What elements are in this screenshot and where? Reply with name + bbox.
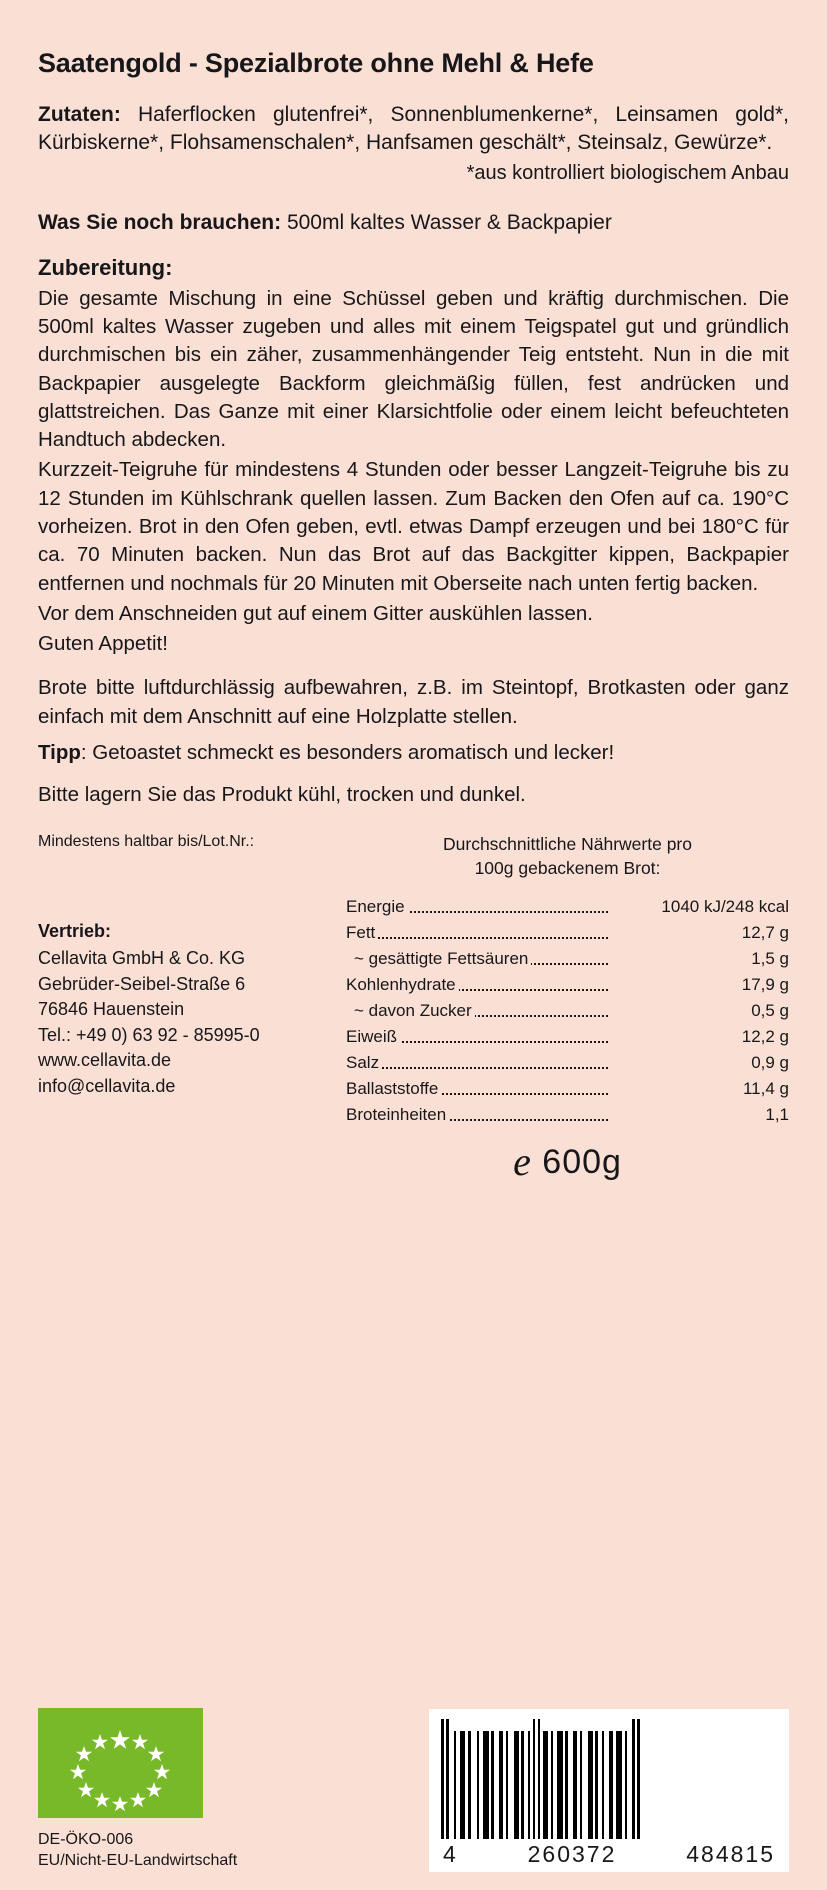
table-row — [346, 946, 789, 972]
preparation-paragraph-4: Guten Appetit! — [38, 632, 168, 656]
nutrition-value: 1040 kJ/248 kcal — [608, 894, 789, 920]
distributor-website: www.cellavita.de — [38, 1050, 172, 1071]
table-row — [346, 972, 789, 998]
tip-line — [38, 741, 789, 765]
distributor-company: Cellavita GmbH & Co. KG — [38, 947, 246, 968]
nutrition-name: Salz — [346, 1053, 382, 1072]
table-row — [346, 998, 789, 1024]
ingredients-label: Zutaten: — [38, 103, 121, 127]
organic-origin: EU/Nicht-EU-Landwirtschaft — [38, 1852, 238, 1870]
lower-section — [38, 833, 789, 1185]
nutrition-name: Fett — [346, 923, 378, 942]
table-row — [346, 920, 789, 946]
nutrition-name: ~ gesättigte Fettsäuren — [346, 949, 531, 968]
nutrition-value: 12,2 g — [608, 1024, 789, 1050]
distributor-street: Gebrüder-Seibel-Straße 6 — [38, 973, 246, 994]
preparation-paragraph-5: Brote bitte luftdurchlässig aufbewahren, z.B. im Steintopf, Brotkasten oder ganz einfach mit dem Anschnitt auf eine Holzplatte stellen. — [38, 676, 789, 728]
distributor-heading: Vertrieb: — [38, 920, 112, 941]
nutrition-name-cell — [346, 1102, 608, 1128]
ingredients-text: Haferflocken glutenfrei*, Sonnenblumenkerne*, Leinsamen gold*, Kürbiskerne*, Flohsamenschalen*, Hanfsamen geschält*, Steinsalz, Gewürze*. — [38, 103, 789, 155]
spacer — [38, 660, 789, 674]
barcode-bars — [441, 1719, 777, 1839]
nutrition-name-cell — [346, 1050, 608, 1076]
barcode-number — [441, 1839, 777, 1868]
barcode-digit-left: 4 — [443, 1841, 458, 1867]
nutrition-name-cell — [346, 920, 608, 946]
table-row — [346, 1050, 789, 1076]
nutrition-name: Kohlenhydrate — [346, 975, 459, 994]
barcode-digits-mid: 260372 — [527, 1841, 617, 1867]
distributor-column — [38, 833, 338, 1185]
organic-origin-note: *aus kontrolliert biologischem Anbau — [466, 161, 789, 184]
tip-text: : Getoastet schmeckt es besonders aromatisch und lecker! — [80, 740, 615, 764]
nutrition-value: 1,1 — [608, 1102, 789, 1128]
eu-organic-leaf-icon — [38, 1708, 203, 1818]
nutrition-name-cell — [346, 972, 608, 998]
nutrition-value: 11,4 g — [608, 1076, 789, 1102]
storage-note: Bitte lagern Sie das Produkt kühl, trocken und dunkel. — [38, 782, 526, 806]
organic-certifier — [38, 1830, 338, 1872]
net-weight-value: 600g — [542, 1143, 622, 1182]
nutrition-value: 17,9 g — [608, 972, 789, 998]
bottom-section — [38, 1708, 789, 1872]
distributor-email: info@cellavita.de — [38, 1075, 176, 1096]
best-before-label: Mindestens haltbar bis/Lot.Nr.: — [38, 832, 255, 850]
preparation-paragraph-2: Kurzzeit-Teigruhe für mindestens 4 Stunden oder besser Langzeit-Teigruhe bis zu 12 Stunden im Kühlschrank quellen lassen. Zum Backen den Ofen auf ca. 190°C vorheizen. Brot in den Ofen geben, evtl. etwas Dampf erzeugen und bei 180°C für ca. 70 Minuten backen. Nun das Brot auf das Backgitter kippen, Backpapier entfernen und nochmals für 20 Minuten mit Oberseite nach unten fertig backen. — [38, 458, 789, 595]
tip-label: Tipp — [38, 740, 81, 764]
nutrition-name: Energie — [346, 897, 408, 916]
table-row — [346, 894, 789, 920]
nutrition-name: Broteinheiten — [346, 1105, 449, 1124]
preparation-paragraph-1: Die gesamte Mischung in eine Schüssel geben und kräftig durchmischen. Die 500ml kaltes Wasser zugeben und alles mit einem Teigspatel gut und gründlich durchmischen bis ein zäher, zusammenhängender Teig entsteht. Nun in die mit Backpapier ausgelegte Backform gleichmäßig füllen, fest andrücken und glattstreichen. Das Ganze mit einer Klarsichtfolie oder einem leicht befeuchteten Handtuch abdecken. — [38, 286, 789, 452]
nutrition-name: ~ davon Zucker — [346, 1001, 475, 1020]
nutrition-title — [346, 833, 789, 880]
nutrition-name-cell — [346, 946, 608, 972]
nutrition-name: Ballaststoffe — [346, 1079, 441, 1098]
nutrition-value: 0,9 g — [608, 1050, 789, 1076]
nutrition-name-cell — [346, 998, 608, 1024]
nutrition-value: 12,7 g — [608, 920, 789, 946]
page-title: Saatengold - Spezialbrote ohne Mehl & Hefe — [38, 48, 594, 78]
nutrition-name-cell — [346, 894, 608, 920]
preparation-paragraph-3: Vor dem Anschneiden gut auf einem Gitter auskühlen lassen. — [38, 601, 593, 625]
additional-needs — [38, 211, 789, 235]
net-weight — [346, 1138, 789, 1185]
ingredients-section — [38, 101, 789, 158]
table-row — [346, 1076, 789, 1102]
additional-needs-text: 500ml kaltes Wasser & Backpapier — [286, 210, 612, 234]
organic-column — [38, 1708, 338, 1872]
barcode — [429, 1709, 789, 1872]
table-row — [346, 1102, 789, 1128]
nutrition-name: Eiweiß — [346, 1027, 400, 1046]
nutrition-value: 0,5 g — [608, 998, 789, 1024]
nutrition-value: 1,5 g — [608, 946, 789, 972]
nutrition-name-cell — [346, 1024, 608, 1050]
organic-code: DE-ÖKO-006 — [38, 1831, 134, 1849]
table-row — [346, 1024, 789, 1050]
nutrition-name-cell — [346, 1076, 608, 1102]
barcode-digits-right: 484815 — [686, 1841, 775, 1867]
estimated-sign-icon: e — [513, 1139, 532, 1185]
preparation-heading: Zubereitung: — [38, 254, 173, 280]
nutrition-title-line-1: Durchschnittliche Nährwerte pro — [443, 833, 692, 854]
additional-needs-label: Was Sie noch brauchen: — [38, 210, 282, 234]
distributor-phone: Tel.: +49 0) 63 92 - 85995-0 — [38, 1024, 260, 1045]
nutrition-title-line-2: 100g gebackenem Brot: — [474, 857, 661, 878]
distributor-city: 76846 Hauenstein — [38, 999, 185, 1020]
nutrition-column — [338, 833, 789, 1185]
nutrition-table — [346, 894, 789, 1128]
